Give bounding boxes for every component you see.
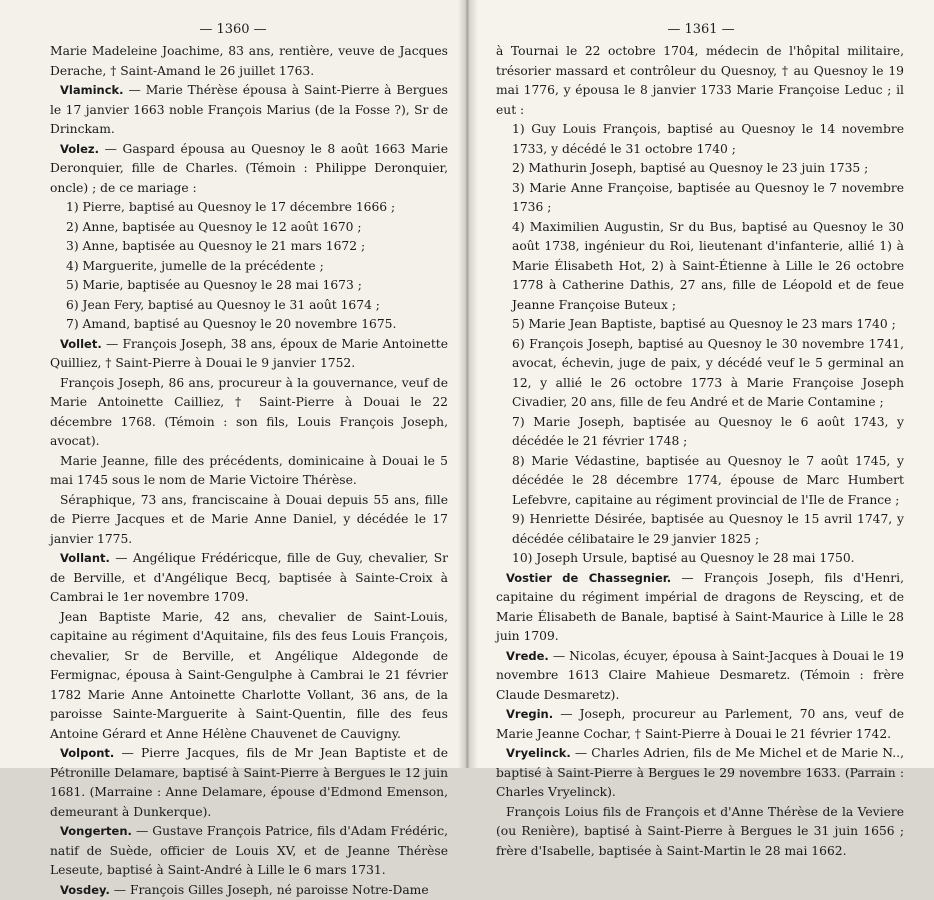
- entry-paragraph: [50, 81, 448, 140]
- entry-text: 8) Marie Védastine, baptisée au Quesnoy le 7 août 1745, y décédée le 28 décembre 1774, épouse de Marc Humbert Lefebvre, capitaine au régiment provincial de l'Ile de France ;: [512, 454, 904, 507]
- entry-paragraph: [496, 647, 904, 706]
- entry-heading: Volpont.: [60, 746, 114, 760]
- book-gutter: [458, 0, 478, 768]
- entry-heading: Volez.: [60, 142, 99, 156]
- entry-heading: Vrede.: [506, 649, 549, 663]
- entry-text: 10) Joseph Ursule, baptisé au Quesnoy le 28 mai 1750.: [512, 551, 855, 565]
- text-paragraph: [496, 803, 904, 862]
- entry-text: Séraphique, 73 ans, franciscaine à Douai depuis 55 ans, fille de Pierre Jacques et de Marie Anne Daniel, y décédée le 17 janvier 1775.: [50, 493, 448, 546]
- entry-heading: Vosdey.: [60, 883, 110, 897]
- entry-text: François Loius fils de François et d'Anne Thérèse de la Veviere (ou Renière), baptisé à Saint-Pierre à Bergues le 31 juin 1656 ; frère d'Isabelle, baptisée à Saint-Martin le 28 mai 1662.: [496, 805, 904, 858]
- entry-heading: Vollet.: [60, 337, 102, 351]
- entry-heading: Vostier de Chassegnier.: [506, 571, 671, 585]
- entry-text: — François Joseph, fils d'Henri, capitaine du régiment impérial de dragons de Reyscing, et de Marie Élisabeth de Banale, baptisé à Saint-Maurice à Lille le 28 juin 1709.: [496, 571, 904, 644]
- list-item: [50, 218, 448, 238]
- entry-text: 5) Marie Jean Baptiste, baptisé au Quesnoy le 23 mars 1740 ;: [512, 317, 896, 331]
- text-paragraph: [50, 42, 448, 81]
- entry-text: 7) Amand, baptisé au Quesnoy le 20 novembre 1675.: [66, 317, 396, 331]
- entry-text: 7) Marie Joseph, baptisée au Quesnoy le 6 août 1743, y décédée le 21 février 1748 ;: [512, 415, 904, 449]
- entry-text: — François Gilles Joseph, né paroisse Notre-Dame: [110, 883, 429, 897]
- entry-heading: Vongerten.: [60, 824, 132, 838]
- list-item: [496, 120, 904, 159]
- list-item: [50, 257, 448, 277]
- list-item: [496, 510, 904, 549]
- entry-heading: Vregin.: [506, 707, 553, 721]
- entry-text: — Angélique Frédéricque, fille de Guy, chevalier, Sr de Berville, et d'Angélique Becq, baptisée à Sainte-Croix à Cambrai le 1er novembre 1709.: [50, 551, 448, 604]
- entry-text: — Marie Thérèse épousa à Saint-Pierre à Bergues le 17 janvier 1663 noble François Marius (de la Fosse ?), Sr de Drinckam.: [50, 83, 448, 136]
- entry-text: 1) Guy Louis François, baptisé au Quesnoy le 14 novembre 1733, y décédé le 31 octobre 1740 ;: [512, 122, 904, 156]
- entry-text: Marie Jeanne, fille des précédents, dominicaine à Douai le 5 mai 1745 sous le nom de Marie Victoire Thérèse.: [50, 454, 448, 488]
- left-page-number: — 1360 —: [0, 22, 466, 37]
- entry-heading: Vryelinck.: [506, 746, 571, 760]
- right-page-text: [496, 42, 904, 861]
- text-paragraph: [496, 42, 904, 120]
- entry-paragraph: [50, 881, 448, 900]
- entry-text: Marie Madeleine Joachime, 83 ans, rentière, veuve de Jacques Derache, † Saint-Amand le 26 juillet 1763.: [50, 44, 448, 78]
- list-item: [496, 335, 904, 413]
- list-item: [50, 296, 448, 316]
- entry-text: 6) François Joseph, baptisé au Quesnoy le 30 novembre 1741, avocat, échevin, juge de paix, y décédé veuf le 5 germinal an 12, y allié le 26 octobre 1773 à Marie Françoise Joseph Civadier, 20 ans, fille de feu André et de Marie Contamine ;: [512, 337, 904, 410]
- entry-text: 2) Anne, baptisée au Quesnoy le 12 août 1670 ;: [66, 220, 362, 234]
- list-item: [496, 315, 904, 335]
- right-page-number: — 1361 —: [468, 22, 934, 37]
- entry-text: 4) Maximilien Augustin, Sr du Bus, baptisé au Quesnoy le 30 août 1738, ingénieur du Roi, lieutenant d'infanterie, allié 1) à Marie Élisabeth Hot, 2) à Saint-Étienne à Lille le 26 octobre 1778 à Catherine Dathis, 27 ans, fille de Léopold et de feue Jeanne Françoise Buteux ;: [512, 220, 904, 312]
- list-item: [496, 452, 904, 511]
- entry-paragraph: [50, 822, 448, 881]
- entry-text: Jean Baptiste Marie, 42 ans, chevalier de Saint-Louis, capitaine au régiment d'Aquitaine, fils des feus Louis François, chevalier, Sr de Berville, et Angélique Aldegonde de Fermignac, épousa à Saint-Gengulphe à Cambrai le 21 février 1782 Marie Anne Antoinette Charlotte Vollant, 36 ans, de la paroisse Sainte-Marguerite à Saint-Quentin, fille des feus Antoine Gérard et Anne Hélène Chauvenet de Cauvigny.: [50, 610, 448, 741]
- list-item: [496, 159, 904, 179]
- entry-paragraph: [50, 549, 448, 608]
- entry-text: 9) Henriette Désirée, baptisée au Quesnoy le 15 avril 1747, y décédée célibataire le 29 janvier 1825 ;: [512, 512, 904, 546]
- entry-text: — Joseph, procureur au Parlement, 70 ans, veuf de Marie Jeanne Cochar, † Saint-Pierre à Douai le 21 février 1742.: [496, 707, 904, 741]
- right-page: [468, 0, 934, 768]
- list-item: [50, 237, 448, 257]
- entry-paragraph: [496, 569, 904, 647]
- entry-text: — Gustave François Patrice, fils d'Adam Frédéric, natif de Suède, officier de Louis XV, et de Jeanne Thérèse Leseute, baptisé à Saint-André à Lille le 6 mars 1731.: [50, 824, 448, 877]
- entry-text: à Tournai le 22 octobre 1704, médecin de l'hôpital militaire, trésorier massard et contrôleur du Quesnoy, † au Quesnoy le 19 mai 1776, y épousa le 8 janvier 1733 Marie Françoise Leduc ; il eut :: [496, 44, 904, 117]
- left-page: [0, 0, 466, 768]
- list-item: [50, 276, 448, 296]
- left-page-text: [50, 42, 448, 900]
- list-item: [50, 198, 448, 218]
- text-paragraph: [50, 608, 448, 745]
- text-paragraph: [50, 374, 448, 452]
- entry-text: — Gaspard épousa au Quesnoy le 8 août 1663 Marie Deronquier, fille de Charles. (Témoin : Philippe Deronquier, oncle) ; de ce mariage :: [50, 142, 448, 195]
- entry-text: 5) Marie, baptisée au Quesnoy le 28 mai 1673 ;: [66, 278, 362, 292]
- entry-text: — François Joseph, 38 ans, époux de Marie Antoinette Quilliez, † Saint-Pierre à Douai le 9 janvier 1752.: [50, 337, 448, 371]
- entry-paragraph: [496, 705, 904, 744]
- entry-text: — Pierre Jacques, fils de Mr Jean Baptiste et de Pétronille Delamare, baptisé à Saint-Pierre à Bergues le 12 juin 1681. (Marraine : Anne Delamare, épouse d'Edmond Emenson, demeurant à Dunkerque).: [50, 746, 448, 819]
- entry-paragraph: [50, 744, 448, 822]
- list-item: [496, 218, 904, 316]
- entry-text: — Nicolas, écuyer, épousa à Saint-Jacques à Douai le 19 novembre 1613 Claire Mahieue Desmaretz. (Témoin : frère Claude Desmaretz).: [496, 649, 904, 702]
- entry-text: 1) Pierre, baptisé au Quesnoy le 17 décembre 1666 ;: [66, 200, 395, 214]
- entry-text: 4) Marguerite, jumelle de la précédente ;: [66, 259, 324, 273]
- entry-paragraph: [50, 140, 448, 199]
- entry-text: 3) Marie Anne Françoise, baptisée au Quesnoy le 7 novembre 1736 ;: [512, 181, 904, 215]
- entry-paragraph: [496, 744, 904, 803]
- entry-text: 3) Anne, baptisée au Quesnoy le 21 mars 1672 ;: [66, 239, 365, 253]
- text-paragraph: [50, 452, 448, 491]
- entry-paragraph: [50, 335, 448, 374]
- list-item: [496, 549, 904, 569]
- entry-text: 6) Jean Fery, baptisé au Quesnoy le 31 août 1674 ;: [66, 298, 380, 312]
- list-item: [50, 315, 448, 335]
- entry-text: François Joseph, 86 ans, procureur à la gouvernance, veuf de Marie Antoinette Cailliez, † Saint-Pierre à Douai le 22 décembre 1768. (Témoin : son fils, Louis François Joseph, avocat).: [50, 376, 448, 449]
- entry-text: 2) Mathurin Joseph, baptisé au Quesnoy le 23 juin 1735 ;: [512, 161, 868, 175]
- text-paragraph: [50, 491, 448, 550]
- entry-heading: Vollant.: [60, 551, 110, 565]
- entry-heading: Vlaminck.: [60, 83, 124, 97]
- list-item: [496, 413, 904, 452]
- list-item: [496, 179, 904, 218]
- entry-text: — Charles Adrien, fils de Me Michel et de Marie N.., baptisé à Saint-Pierre à Bergues le 29 novembre 1633. (Parrain : Charles Vryelinck).: [496, 746, 904, 799]
